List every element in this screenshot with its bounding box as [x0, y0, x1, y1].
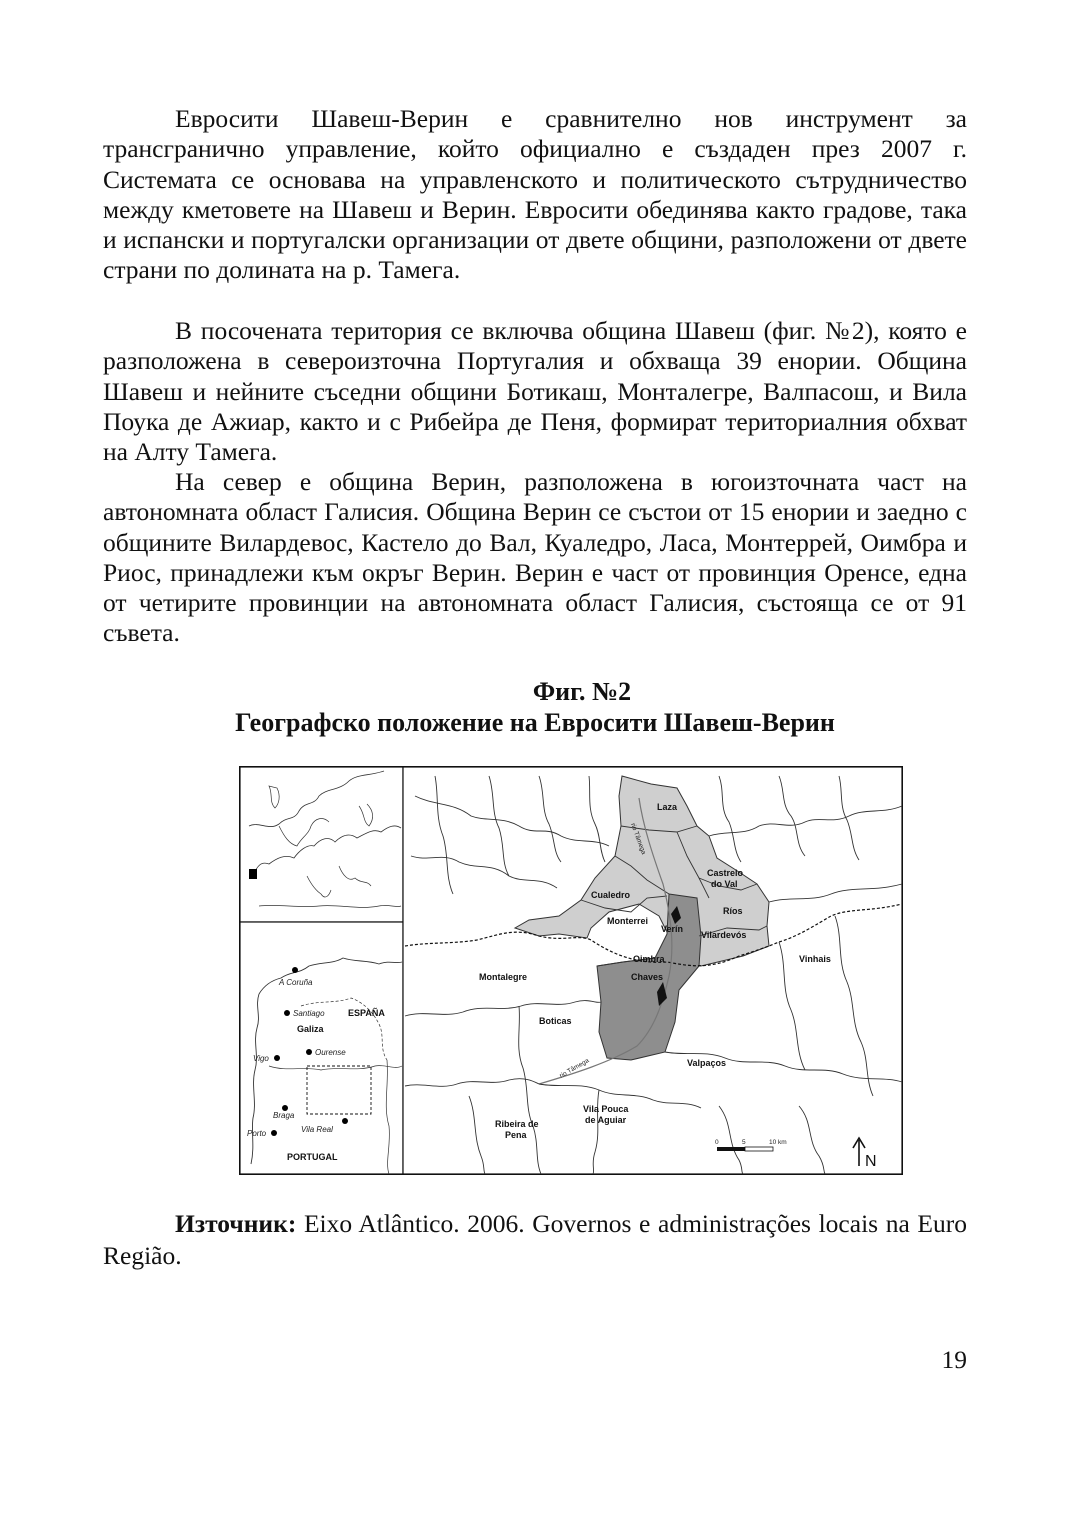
label-a-coruna: A Coruña [279, 978, 313, 987]
label-pena: Pena [505, 1130, 527, 1140]
label-ribeira-de: Ribeira de [495, 1119, 539, 1129]
label-vilardevos: Vilardevós [701, 930, 747, 940]
source-text: Eixo Atlântico. 2006. Governos e administrações locais na Euro Região. [103, 1209, 967, 1270]
main-map [403, 767, 902, 1174]
label-vila-pouca: Vila Pouca [583, 1104, 629, 1114]
north-label: N [865, 1153, 877, 1170]
source-label: Източник: [175, 1209, 297, 1238]
label-vila-real: Vila Real [301, 1125, 333, 1134]
paragraph-3: На север е община Верин, разположена в югоизточната част на автономната област Галисия. Община Верин се състои от 15 енории и заедно с общините Вилардевос, Кастело до Вал, Куаледро, Ласа, Монтеррей, Оимбра и Риос, принадлежи към окръг Верин. Верин е част от провинция Оренсе, една от четирите провинции на автономната област Галисия, състояща се от 91 съвета. [103, 467, 967, 648]
scale-ten: 10 km [769, 1139, 787, 1146]
label-vigo: Vigo [253, 1054, 269, 1063]
region-marker [249, 869, 257, 879]
label-de-aguiar: de Aguiar [585, 1115, 627, 1125]
label-santiago: Santiago [293, 1009, 325, 1018]
paragraph-2: В посочената територия се включва община Шавеш (фиг. №2), която е разположена в североизточна Португалия и обхваща 39 енории. Община Шавеш и нейните съседни общини Ботикаш, Монталегре, Валпасош, и Вила Поука де Ажиар, както и с Рибейра де Пеня, формират териториалния обхват на Алту Тамега. [103, 316, 967, 467]
label-rios: Ríos [723, 906, 743, 916]
label-montalegre: Montalegre [479, 972, 528, 982]
label-portugal: PORTUGAL [287, 1152, 338, 1162]
figure-title: Географско положение на Евросити Шавеш-Верин [235, 708, 835, 737]
europe-inset [240, 767, 403, 922]
scale-five: 5 [742, 1139, 746, 1146]
label-castrelo: Castrelo [707, 868, 744, 878]
label-river-south: rio Tâmega [558, 1057, 591, 1080]
label-verin: Verín [661, 924, 684, 934]
label-boticas: Boticas [539, 1016, 572, 1026]
label-cualedro: Cualedro [591, 890, 631, 900]
label-espana: ESPAÑA [348, 1008, 385, 1018]
label-do-val: do Val [711, 879, 738, 889]
iberia-inset [240, 922, 403, 1174]
label-ourense: Ourense [315, 1048, 346, 1057]
label-porto: Porto [247, 1129, 267, 1138]
scale-zero: 0 [715, 1139, 719, 1146]
label-valpacos: Valpaços [687, 1058, 727, 1068]
label-laza: Laza [657, 802, 678, 812]
label-chaves: Chaves [631, 972, 664, 982]
label-braga: Braga [273, 1111, 295, 1120]
source-citation [103, 1208, 967, 1272]
label-monterrei: Monterrei [607, 916, 649, 926]
label-galiza: Galiza [297, 1024, 324, 1034]
label-oimbra: Oimbra [633, 954, 665, 964]
page-number: 19 [941, 1345, 967, 1374]
figure-number: Фиг. №2 [532, 677, 632, 706]
paragraph-1: Евросити Шавеш-Верин е сравнително нов инструмент за трансгранично управление, който официално е създаден през 2007 г. Системата се основава на управленското и политическото сътрудничество между кметовете на Шавеш и Верин. Евросити обединява както градове, така и испански и португалски организации от двете общини, разположени от двете страни по долината на р. Тамега. [103, 104, 967, 285]
map-figure [239, 766, 903, 1175]
label-river-north: rio Tâmega [629, 822, 647, 856]
label-vinhais: Vinhais [799, 954, 831, 964]
